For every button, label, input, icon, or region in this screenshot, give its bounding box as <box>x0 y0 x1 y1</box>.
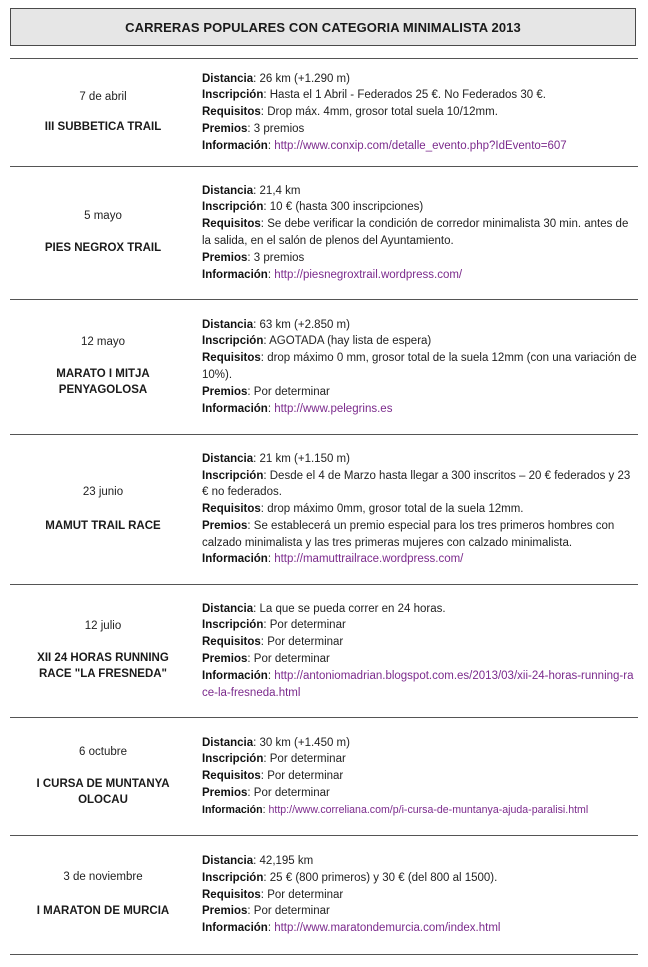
requirements-value: Por determinar <box>267 888 344 901</box>
info-link[interactable]: http://www.correliana.com/p/i-cursa-de-muntanya-ajuda-paralisi.html <box>268 803 589 816</box>
event-name: I CURSA DE MUNTANYA OLOCAU <box>36 777 170 806</box>
registration-line: Inscripción: Por determinar <box>202 619 346 632</box>
requirements-value: drop máximo 0mm, grosor total de la suela 12mm. <box>267 503 524 516</box>
distance-value: 21,4 km <box>259 184 301 197</box>
info-line: Información: http://www.maratondemurcia.com/index.html <box>202 922 501 935</box>
prizes-line: Premios: 3 premios <box>202 251 305 264</box>
prizes-value: Por determinar <box>253 786 330 799</box>
prizes-value: 3 premios <box>253 251 305 264</box>
distance-line: Distancia: 30 km (+1.450 m) <box>202 736 350 749</box>
event-details <box>202 167 638 299</box>
event-header <box>10 836 196 954</box>
event-date: 12 julio <box>84 620 122 632</box>
requirements-line: Requisitos: Por determinar <box>202 888 344 901</box>
prizes-label: Premios <box>202 122 248 135</box>
event-row <box>10 58 638 166</box>
requirements-value: Por determinar <box>267 636 344 649</box>
event-name: MAMUT TRAIL RACE <box>45 519 161 532</box>
event-row <box>10 299 638 434</box>
distance-label: Distancia <box>202 184 254 197</box>
registration-value: Hasta el 1 Abril - Federados 25 €. No Federados 30 €. <box>269 89 546 102</box>
registration-label: Inscripción <box>202 619 264 632</box>
requirements-value: drop máximo 0 mm, grosor total de la suela 12mm (con una variación de 10%). <box>202 352 637 381</box>
prizes-value: Por determinar <box>253 653 330 665</box>
distance-line: Distancia: 42,195 km <box>202 855 314 867</box>
registration-value: Desde el 4 de Marzo hasta llegar a 300 inscritos – 20 € federados y 23 € no federados. <box>202 469 631 499</box>
event-row <box>10 584 638 717</box>
registration-line: Inscripción: 10 € (hasta 300 inscripciones) <box>202 201 424 214</box>
registration-label: Inscripción <box>202 753 264 766</box>
event-row <box>10 166 638 299</box>
event-row <box>10 717 638 835</box>
event-name: PIES NEGROX TRAIL <box>44 242 162 254</box>
event-header <box>10 59 196 166</box>
info-link[interactable]: http://www.maratondemurcia.com/index.html <box>274 922 501 935</box>
event-header <box>10 718 196 835</box>
requirements-value: Drop máx. 4mm, grosor total suela 10/12mm. <box>267 106 498 119</box>
info-link[interactable]: http://piesnegroxtrail.wordpress.com/ <box>274 268 463 281</box>
info-link[interactable]: http://www.pelegrins.es <box>274 402 393 415</box>
registration-line: Inscripción: AGOTADA (hay lista de espera) <box>202 335 432 348</box>
prizes-line: Premios: Por determinar <box>202 905 330 918</box>
requirements-value: Por determinar <box>267 770 344 783</box>
event-date: 7 de abril <box>79 90 127 103</box>
registration-label: Inscripción <box>202 335 264 348</box>
prizes-line: Premios: Se establecerá un premio especial para los tres primeros hombres con calzado minimalista y las tres primeras mujeres con calzado minimalista. <box>202 519 615 549</box>
requirements-label: Requisitos <box>202 503 261 516</box>
requirements-line: Requisitos: Por determinar <box>202 770 344 783</box>
prizes-label: Premios <box>202 786 248 799</box>
page-title: CARRERAS POPULARES CON CATEGORIA MINIMALISTA 2013 <box>10 8 636 46</box>
registration-value: 10 € (hasta 300 inscripciones) <box>269 201 424 214</box>
requirements-value: Se debe verificar la condición de corredor minimalista 30 min. antes de la salida, en el salón de plenos del Ayuntamiento. <box>202 218 629 247</box>
event-details <box>202 718 638 835</box>
event-details <box>202 836 638 954</box>
requirements-line: Requisitos: Drop máx. 4mm, grosor total suela 10/12mm. <box>202 106 498 119</box>
event-date: 3 de noviembre <box>63 871 143 883</box>
requirements-label: Requisitos <box>202 106 261 119</box>
distance-label: Distancia <box>202 602 254 615</box>
prizes-value: Se establecerá un premio especial para los tres primeros hombres con calzado minimalista y las tres primeras mujeres con calzado minimalista. <box>202 519 615 549</box>
prizes-label: Premios <box>202 251 248 264</box>
info-label: Información <box>202 553 268 566</box>
event-name: I MARATON DE MURCIA <box>36 905 170 917</box>
distance-line: Distancia: 21,4 km <box>202 184 301 197</box>
info-link[interactable]: http://antoniomadrian.blogspot.com.es/2013/03/xii-24-horas-running-race-la-fresneda.html <box>202 669 634 699</box>
registration-label: Inscripción <box>202 89 264 102</box>
distance-label: Distancia <box>202 855 254 867</box>
info-label: Información <box>202 803 263 816</box>
event-date: 12 mayo <box>80 336 126 348</box>
distance-value: 26 km (+1.290 m) <box>259 72 350 85</box>
info-label: Información <box>202 922 268 935</box>
event-details <box>202 435 638 584</box>
distance-label: Distancia <box>202 72 254 85</box>
info-line: Información: http://antoniomadrian.blogspot.com.es/2013/03/xii-24-horas-running-race-la-fresneda.html <box>202 669 634 699</box>
distance-value: 63 km (+2.850 m) <box>259 318 350 331</box>
prizes-value: 3 premios <box>253 122 305 135</box>
registration-label: Inscripción <box>202 469 264 482</box>
requirements-label: Requisitos <box>202 888 261 901</box>
distance-value: 30 km (+1.450 m) <box>259 736 350 749</box>
distance-label: Distancia <box>202 452 254 465</box>
registration-label: Inscripción <box>202 201 264 214</box>
info-label: Información <box>202 268 268 281</box>
info-line: Información: http://www.correliana.com/p/i-cursa-de-muntanya-ajuda-paralisi.html <box>202 803 589 816</box>
distance-line: Distancia: 63 km (+2.850 m) <box>202 318 350 331</box>
distance-line: Distancia: 21 km (+1.150 m) <box>202 452 350 465</box>
registration-value: Por determinar <box>269 619 346 632</box>
event-header <box>10 585 196 717</box>
requirements-line: Requisitos: Por determinar <box>202 636 344 649</box>
event-name: III SUBBETICA TRAIL <box>44 120 162 133</box>
info-line: Información: http://piesnegroxtrail.wordpress.com/ <box>202 268 463 281</box>
prizes-value: Por determinar <box>253 905 330 918</box>
info-link[interactable]: http://www.conxip.com/detalle_evento.php?IdEvento=607 <box>274 139 567 152</box>
event-details <box>202 59 638 166</box>
prizes-line: Premios: Por determinar <box>202 786 330 799</box>
registration-line: Inscripción: Desde el 4 de Marzo hasta llegar a 300 inscritos – 20 € federados y 23 € no federados. <box>202 469 631 499</box>
registration-line: Inscripción: Hasta el 1 Abril - Federados 25 €. No Federados 30 €. <box>202 89 546 102</box>
requirements-label: Requisitos <box>202 770 261 783</box>
registration-line: Inscripción: Por determinar <box>202 753 346 766</box>
event-row <box>10 835 638 954</box>
prizes-label: Premios <box>202 385 248 398</box>
prizes-line: Premios: Por determinar <box>202 653 330 665</box>
info-line: Información: http://www.pelegrins.es <box>202 402 393 415</box>
event-details <box>202 300 638 434</box>
prizes-line: Premios: 3 premios <box>202 122 305 135</box>
info-line: Información: http://mamuttrailrace.wordpress.com/ <box>202 553 464 566</box>
event-header <box>10 435 196 584</box>
prizes-label: Premios <box>202 519 248 532</box>
prizes-value: Por determinar <box>253 385 330 398</box>
event-date: 5 mayo <box>84 210 122 222</box>
bottom-divider <box>10 954 638 955</box>
registration-label: Inscripción <box>202 871 264 884</box>
distance-value: 42,195 km <box>259 855 314 867</box>
event-details <box>202 585 638 717</box>
event-header <box>10 167 196 299</box>
registration-value: AGOTADA (hay lista de espera) <box>269 335 432 348</box>
prizes-line: Premios: Por determinar <box>202 385 330 398</box>
registration-value: 25 € (800 primeros) y 30 € (del 800 al 1500). <box>269 871 498 884</box>
distance-line: Distancia: 26 km (+1.290 m) <box>202 72 350 85</box>
registration-line: Inscripción: 25 € (800 primeros) y 30 € (del 800 al 1500). <box>202 871 498 884</box>
info-label: Información <box>202 669 268 682</box>
event-date: 6 octubre <box>79 745 127 758</box>
requirements-label: Requisitos <box>202 352 261 365</box>
registration-value: Por determinar <box>269 753 346 766</box>
info-label: Información <box>202 402 268 415</box>
distance-value: 21 km (+1.150 m) <box>259 452 350 465</box>
requirements-label: Requisitos <box>202 218 261 231</box>
requirements-line: Requisitos: Se debe verificar la condición de corredor minimalista 30 min. antes de la salida, en el salón de plenos del Ayuntamiento. <box>202 218 629 247</box>
event-row <box>10 434 638 584</box>
requirements-line: Requisitos: drop máximo 0 mm, grosor total de la suela 12mm (con una variación de 10%). <box>202 352 637 381</box>
distance-label: Distancia <box>202 736 254 749</box>
info-link[interactable]: http://mamuttrailrace.wordpress.com/ <box>274 553 464 566</box>
prizes-label: Premios <box>202 905 248 918</box>
requirements-line: Requisitos: drop máximo 0mm, grosor total de la suela 12mm. <box>202 503 524 516</box>
distance-label: Distancia <box>202 318 254 331</box>
event-date: 23 junio <box>82 485 124 498</box>
info-label: Información <box>202 139 268 152</box>
info-line: Información: http://www.conxip.com/detalle_evento.php?IdEvento=607 <box>202 139 567 152</box>
event-name: MARATO I MITJA PENYAGOLOSA <box>56 368 150 396</box>
requirements-label: Requisitos <box>202 636 261 649</box>
distance-line: Distancia: La que se pueda correr en 24 horas. <box>202 602 446 615</box>
event-name: XII 24 HORAS RUNNING RACE "LA FRESNEDA" <box>37 652 169 680</box>
event-header <box>10 300 196 434</box>
distance-value: La que se pueda correr en 24 horas. <box>259 602 446 615</box>
prizes-label: Premios <box>202 653 248 665</box>
